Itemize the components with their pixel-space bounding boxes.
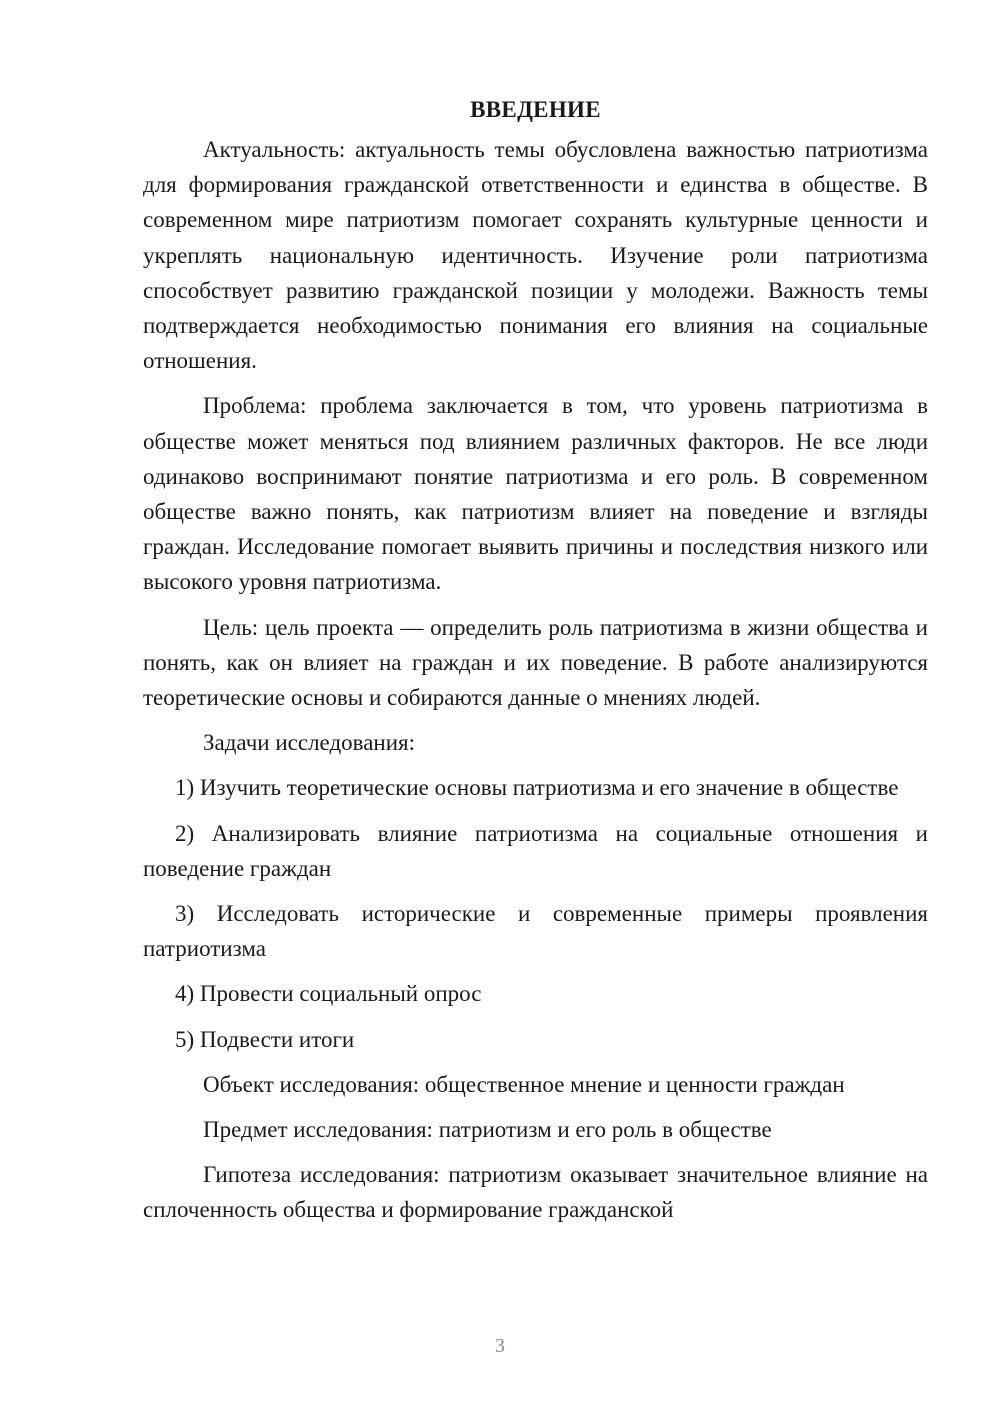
task-item-5: 5) Подвести итоги <box>175 1026 355 1052</box>
hypothesis-paragraph: Гипотеза исследования: патриотизм оказывает значительное влияние на сплоченность общества и формирование гражданской <box>143 1162 928 1223</box>
task-item-1: 1) Изучить теоретические основы патриотизма и его значение в обществе <box>175 775 899 801</box>
problem-paragraph: Проблема: проблема заключается в том, что уровень патриотизма в обществе может меняться под влиянием различных факторов. Не все люди одинаково воспринимают понятие патриотизма и его роль. В современном обществе важно понять, как патриотизм влияет на поведение и взгляды граждан. Исследование помогает выявить причины и последствия низкого или высокого уровня патриотизма. <box>143 393 928 595</box>
task-item-3: 3) Исследовать исторические и современные примеры проявления патриотизма <box>143 901 928 962</box>
page-number: 3 <box>495 1335 505 1357</box>
document-body <box>143 90 928 1228</box>
task-item-4: 4) Провести социальный опрос <box>175 981 482 1007</box>
object-paragraph: Объект исследования: общественное мнение и ценности граждан <box>203 1071 845 1097</box>
goal-paragraph: Цель: цель проекта — определить роль патриотизма в жизни общества и понять, как он влияет на граждан и их поведение. В работе анализируются теоретические основы и собираются данные о мнениях людей. <box>143 614 928 711</box>
subject-paragraph: Предмет исследования: патриотизм и его роль в обществе <box>203 1117 772 1143</box>
task-item-2: 2) Анализировать влияние патриотизма на социальные отношения и поведение граждан <box>143 820 928 881</box>
relevance-paragraph: Актуальность: актуальность темы обусловлена важностью патриотизма для формирования гражданской ответственности и единства в обществе. В современном мире патриотизм помогает сохранять культурные ценности и укреплять национальную идентичность. Изучение роли патриотизма способствует развитию гражданской позиции у молодежи. Важность темы подтверждается необходимостью понимания его влияния на социальные отношения. <box>143 137 928 374</box>
tasks-title: Задачи исследования: <box>203 730 416 756</box>
section-heading: ВВЕДЕНИЕ <box>470 97 601 122</box>
